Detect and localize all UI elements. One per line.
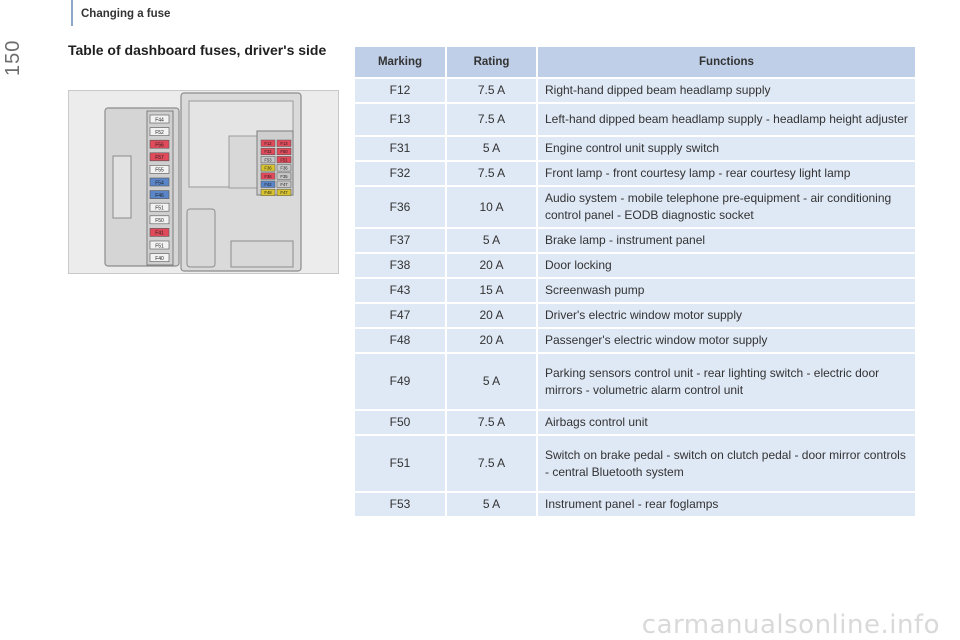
cell-marking: F48 [355, 327, 447, 352]
fuse-label: F57 [155, 155, 164, 162]
cell-rating: 7.5 A [447, 102, 538, 135]
cell-rating: 5 A [447, 491, 538, 516]
fuse-label: F51 [280, 157, 288, 163]
cell-function: Switch on brake pedal - switch on clutch pedal - door mirror controls - central Bluetooth system [538, 434, 915, 491]
cell-rating: 7.5 A [447, 77, 538, 102]
table-header-row [355, 47, 915, 77]
cell-marking: F13 [355, 102, 447, 135]
cell-rating: 20 A [447, 302, 538, 327]
table-row [355, 252, 915, 277]
cell-rating: 5 A [447, 135, 538, 160]
fuse-label: F48 [264, 190, 272, 196]
fuse-label: F46 [155, 192, 164, 199]
cell-rating: 7.5 A [447, 409, 538, 434]
fuse-label: F36 [264, 165, 272, 171]
cell-function: Airbags control unit [538, 409, 915, 434]
fuse-label: F47 [280, 190, 288, 196]
header-rating: Rating [447, 47, 538, 77]
fuse-label: F36 [264, 173, 272, 179]
table-row [355, 160, 915, 185]
table-row [355, 352, 915, 409]
cell-marking: F37 [355, 227, 447, 252]
cell-marking: F47 [355, 302, 447, 327]
cell-rating: 20 A [447, 252, 538, 277]
table-row [355, 185, 915, 227]
cell-rating: 7.5 A [447, 160, 538, 185]
cell-marking: F53 [355, 491, 447, 516]
cell-function: Right-hand dipped beam headlamp supply [538, 77, 915, 102]
table-row [355, 327, 915, 352]
cell-rating: 15 A [447, 277, 538, 302]
fuse-box-diagram [68, 90, 339, 274]
table-row [355, 77, 915, 102]
table-row [355, 491, 915, 516]
cell-marking: F12 [355, 77, 447, 102]
cell-function: Brake lamp - instrument panel [538, 227, 915, 252]
table-row [355, 434, 915, 491]
header-functions: Functions [538, 47, 915, 77]
fuse-label: F40 [155, 255, 164, 262]
fuse-label: F55 [155, 167, 164, 174]
cell-function: Door locking [538, 252, 915, 277]
cell-marking: F49 [355, 352, 447, 409]
cell-rating: 5 A [447, 227, 538, 252]
fuse-label: F44 [155, 117, 164, 124]
fuse-label: F13 [280, 141, 288, 146]
cell-function: Front lamp - front courtesy lamp - rear courtesy light lamp [538, 160, 915, 185]
fuse-label: F47 [280, 182, 288, 187]
cell-rating: 20 A [447, 327, 538, 352]
cell-marking: F51 [355, 434, 447, 491]
table-row [355, 102, 915, 135]
section-title: Changing a fuse [81, 8, 171, 20]
fuse-label: F42 [264, 182, 272, 187]
cell-marking: F50 [355, 409, 447, 434]
fuse-label: F50 [280, 149, 288, 155]
table-row [355, 227, 915, 252]
fuse-label: F53 [264, 157, 272, 163]
fuse-table [355, 47, 915, 516]
section-rule [71, 0, 73, 26]
cell-marking: F38 [355, 252, 447, 277]
cell-function: Driver's electric window motor supply [538, 302, 915, 327]
fuse-label: F51 [155, 243, 164, 250]
cell-marking: F31 [355, 135, 447, 160]
page-number: 150 [2, 39, 24, 76]
table-title: Table of dashboard fuses, driver's side [68, 42, 327, 58]
fuse-label: F12 [264, 141, 272, 146]
fuse-label: F52 [155, 129, 164, 136]
fuse-label: F35 [280, 173, 288, 179]
table-row [355, 302, 915, 327]
fuse-label: F32 [264, 149, 272, 155]
cell-function: Audio system - mobile telephone pre-equipment - air conditioning control panel - EODB diagnostic socket [538, 185, 915, 227]
cell-function: Passenger's electric window motor supply [538, 327, 915, 352]
cell-function: Parking sensors control unit - rear lighting switch - electric door mirrors - volumetric alarm control unit [538, 352, 915, 409]
table-row [355, 409, 915, 434]
cell-marking: F32 [355, 160, 447, 185]
fuse-label: F56 [155, 142, 164, 149]
cell-marking: F36 [355, 185, 447, 227]
fuse-label: F51 [155, 205, 164, 212]
table-row [355, 135, 915, 160]
cell-rating: 5 A [447, 352, 538, 409]
cell-rating: 10 A [447, 185, 538, 227]
cell-function: Screenwash pump [538, 277, 915, 302]
fuse-label: F50 [155, 218, 164, 225]
watermark: carmanualsonline.info [641, 610, 940, 640]
cell-function: Instrument panel - rear foglamps [538, 491, 915, 516]
header-marking: Marking [355, 47, 447, 77]
fuse-label: F36 [280, 165, 288, 171]
fuse-label: F54 [155, 180, 164, 187]
fuse-box-illustration [69, 91, 340, 275]
cell-rating: 7.5 A [447, 434, 538, 491]
cell-function: Left-hand dipped beam headlamp supply - headlamp height adjuster [538, 102, 915, 135]
cell-marking: F43 [355, 277, 447, 302]
fuse-label: F41 [155, 230, 164, 237]
cell-function: Engine control unit supply switch [538, 135, 915, 160]
table-row [355, 277, 915, 302]
